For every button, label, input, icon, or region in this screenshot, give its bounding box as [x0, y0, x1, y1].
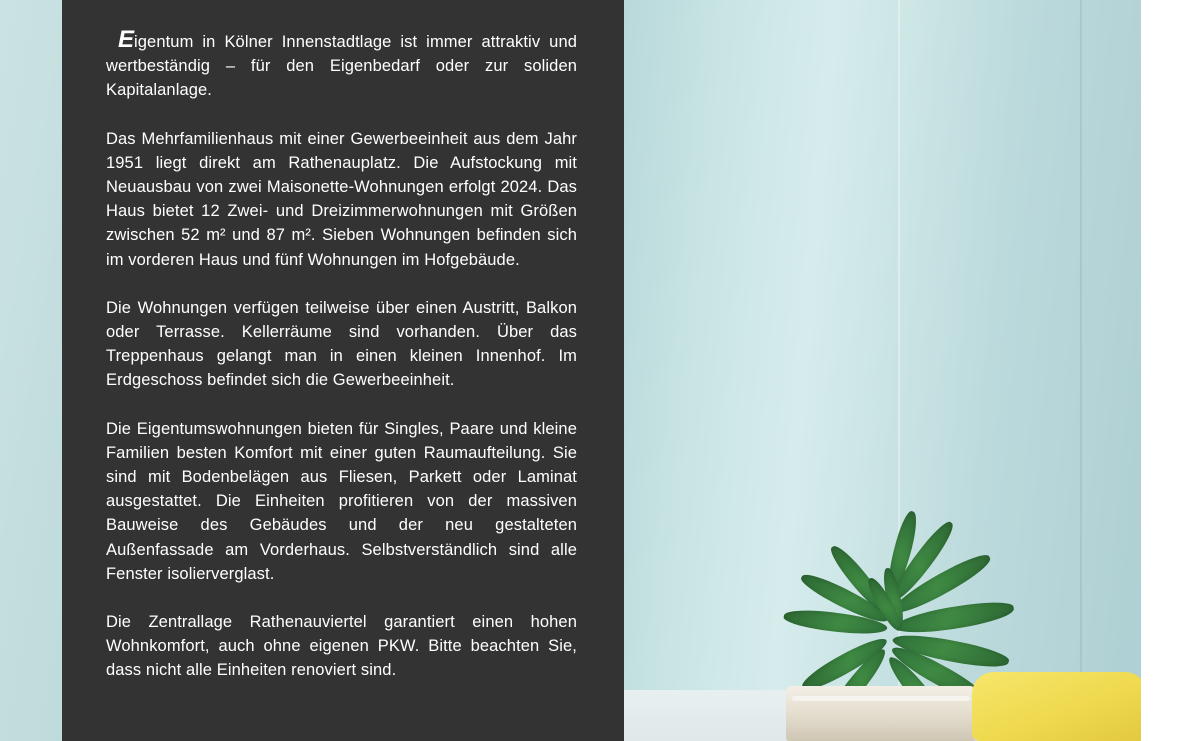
page-left-margin [0, 0, 62, 741]
text-panel [62, 0, 624, 741]
paragraph-1 [106, 28, 577, 103]
page-right-margin [1141, 0, 1190, 741]
yellow-cushion [972, 672, 1141, 741]
paragraph-1-text: igentum in Kölner Innenstadtlage ist immer attraktiv und wertbeständig – für den Eigenbedarf oder zur soliden Kapitalanlage. [106, 33, 577, 100]
paragraph-5: Die Zentrallage Rathenauviertel garantiert einen hohen Wohnkomfort, auch ohne eigenen PKW. Bitte beachten Sie, dass nicht alle Einheiten renoviert sind. [106, 613, 577, 680]
paragraph-2: Das Mehrfamilienhaus mit einer Gewerbeeinheit aus dem Jahr 1951 liegt direkt am Rathenauplatz. Die Aufstockung mit Neuausbau von zwei Maisonette-Wohnungen erfolgt 2024. Das Haus bietet 12 Zwei- und Dreizimmerwohnungen mit Größen zwischen 52 m² und 87 m². Sieben Wohnungen befinden sich im vorderen Haus und fünf Wohnungen im Hofgebäude. [106, 129, 577, 269]
paragraph-4: Die Eigentumswohnungen bieten für Singles, Paare und kleine Familien besten Komfort mit einer guten Raumaufteilung. Sie sind mit Bodenbelägen aus Fliesen, Parkett oder Laminat ausgestattet. Die Einheiten profitieren von der massiven Bauweise des Gebäudes und der neu gestalteten Außenfassade am Vorderhaus. Selbstverständlich sind alle Fenster isolierverglast. [106, 419, 577, 583]
drop-cap: E [118, 26, 135, 53]
body-text [106, 28, 577, 683]
plant-pot [786, 686, 976, 741]
paragraph-3: Die Wohnungen verfügen teilweise über einen Austritt, Balkon oder Terrasse. Kellerräume sind vorhanden. Über das Treppenhaus gelangt man in einen kleinen Innenhof. Im Erdgeschoss befindet sich die Gewerbeeinheit. [106, 298, 577, 390]
